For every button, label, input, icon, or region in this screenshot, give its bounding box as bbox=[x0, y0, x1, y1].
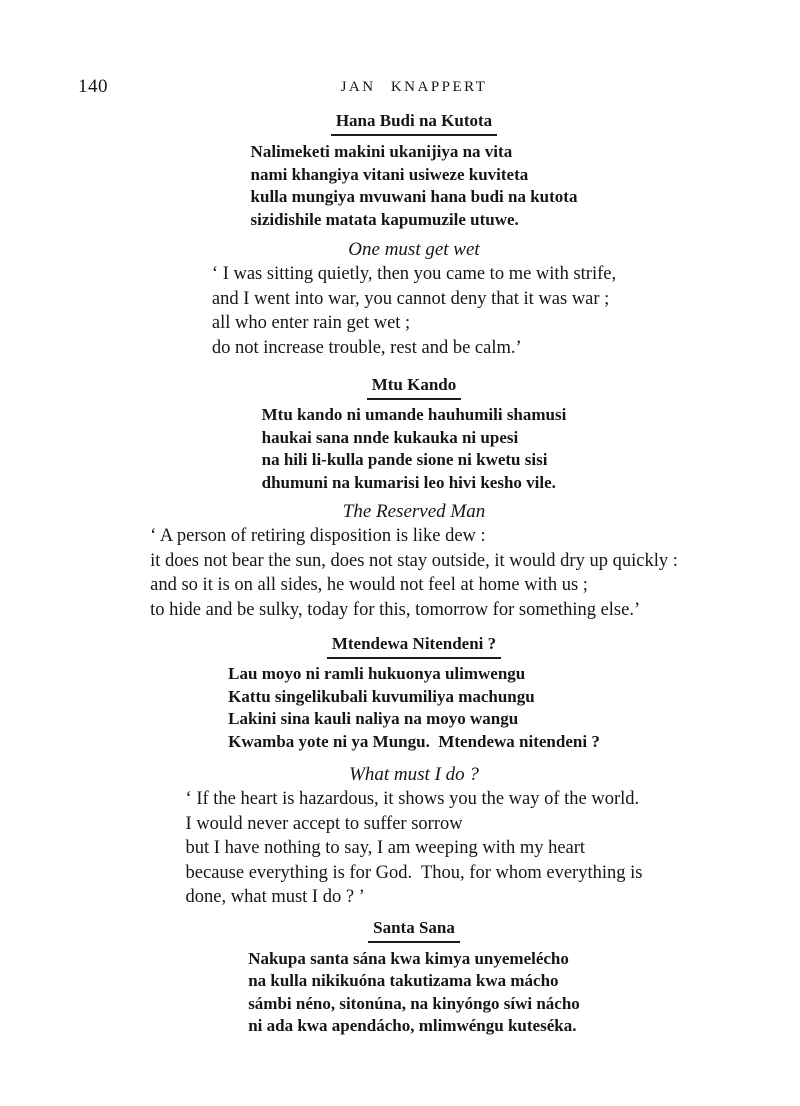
translation-line: done, what must I do ? ’ bbox=[185, 887, 365, 907]
poem-title bbox=[28, 375, 800, 400]
poem-title-text: Hana Budi na Kutota bbox=[331, 111, 497, 136]
poem-section-mtu-kando bbox=[28, 375, 800, 494]
poem-title-text: Mtendewa Nitendeni ? bbox=[327, 634, 501, 659]
page-header bbox=[28, 78, 800, 96]
poem-line: Nalimeketi makini ukanijiya na vita bbox=[250, 142, 513, 161]
poem-line: Lau moyo ni ramli hukuonya ulimwengu bbox=[228, 664, 526, 683]
poem-line: dhumuni na kumarisi leo hivi kesho vile. bbox=[261, 472, 556, 492]
translation-line: all who enter rain get wet ; bbox=[211, 313, 411, 333]
translation-text bbox=[212, 262, 616, 360]
translation-title: One must get wet bbox=[348, 239, 480, 260]
poem-stanza bbox=[228, 663, 600, 753]
translation-text bbox=[150, 524, 678, 622]
translation-section-one-must-get-wet bbox=[28, 238, 800, 360]
translation-section-what-must-i-do bbox=[28, 763, 800, 910]
translation-line: and I went into war, you cannot deny that it was war ; bbox=[211, 288, 610, 309]
translation-line: I would never accept to suffer sorrow bbox=[185, 813, 463, 834]
translation-text bbox=[186, 787, 643, 910]
running-header: JAN KNAPPERT bbox=[340, 79, 488, 95]
translation-line: ‘ I was sitting quietly, then you came to me with strife, bbox=[211, 264, 617, 284]
poem-line: Mtu kando ni umande hauhumili shamusi bbox=[261, 405, 567, 424]
translation-line: because everything is for God. Thou, for whom everything is bbox=[185, 862, 643, 883]
translation-section-the-reserved-man bbox=[28, 500, 800, 622]
poem-line: Kwamba yote ni ya Mungu. Mtendewa nitendeni ? bbox=[228, 731, 600, 751]
poem-line: Nakupa santa sána kwa kimya unyemelécho bbox=[248, 948, 569, 968]
poem-title-text: Santa Sana bbox=[368, 918, 460, 943]
translation-line: ‘ If the heart is hazardous, it shows you the way of the world. bbox=[185, 789, 640, 809]
poem-line: na hili li-kulla pande sione ni kwetu sisi bbox=[261, 450, 548, 469]
poem-section-hana-budi-na-kutota bbox=[28, 111, 800, 231]
page-number: 140 bbox=[78, 76, 108, 97]
poem-line: Lakini sina kauli naliya na moyo wangu bbox=[228, 709, 519, 728]
poem-line: na kulla nikikuóna takutizama kwa mácho bbox=[248, 971, 559, 990]
poem-line: kulla mungiya mvuwani hana budi na kutota bbox=[250, 187, 578, 206]
poem-stanza bbox=[262, 404, 567, 494]
poem-title bbox=[28, 634, 800, 659]
translation-title: What must I do ? bbox=[349, 764, 479, 785]
poem-title bbox=[28, 918, 800, 943]
translation-line: ‘ A person of retiring disposition is like dew : bbox=[150, 526, 486, 546]
poem-line: haukai sana nnde kukauka ni upesi bbox=[261, 427, 519, 447]
poem-line: ni ada kwa apendácho, mlimwéngu kuteséka. bbox=[248, 1016, 577, 1035]
poem-stanza bbox=[251, 141, 578, 231]
translation-line: it does not bear the sun, does not stay outside, it would dry up quickly : bbox=[150, 550, 678, 571]
poem-line: nami khangiya vitani usiweze kuviteta bbox=[250, 164, 529, 184]
poem-title-text: Mtu Kando bbox=[367, 375, 462, 400]
translation-line: to hide and be sulky, today for this, tomorrow for something else.’ bbox=[150, 599, 641, 620]
poem-section-santa-sana bbox=[28, 918, 800, 1038]
translation-line: and so it is on all sides, he would not feel at home with us ; bbox=[150, 575, 588, 595]
poem-line: Kattu singelikubali kuvumiliya machungu bbox=[228, 686, 535, 706]
poem-line: sámbi néno, sitonúna, na kinyóngo síwi nácho bbox=[248, 993, 580, 1013]
poem-section-mtendewa-nitendeni bbox=[28, 634, 800, 753]
poem-line: sizidishile matata kapumuzile utuwe. bbox=[250, 209, 519, 229]
translation-line: do not increase trouble, rest and be calm.’ bbox=[211, 337, 522, 358]
translation-line: but I have nothing to say, I am weeping with my heart bbox=[185, 838, 586, 858]
poem-title bbox=[28, 111, 800, 136]
translation-title: The Reserved Man bbox=[342, 501, 486, 522]
poem-stanza bbox=[248, 948, 580, 1038]
